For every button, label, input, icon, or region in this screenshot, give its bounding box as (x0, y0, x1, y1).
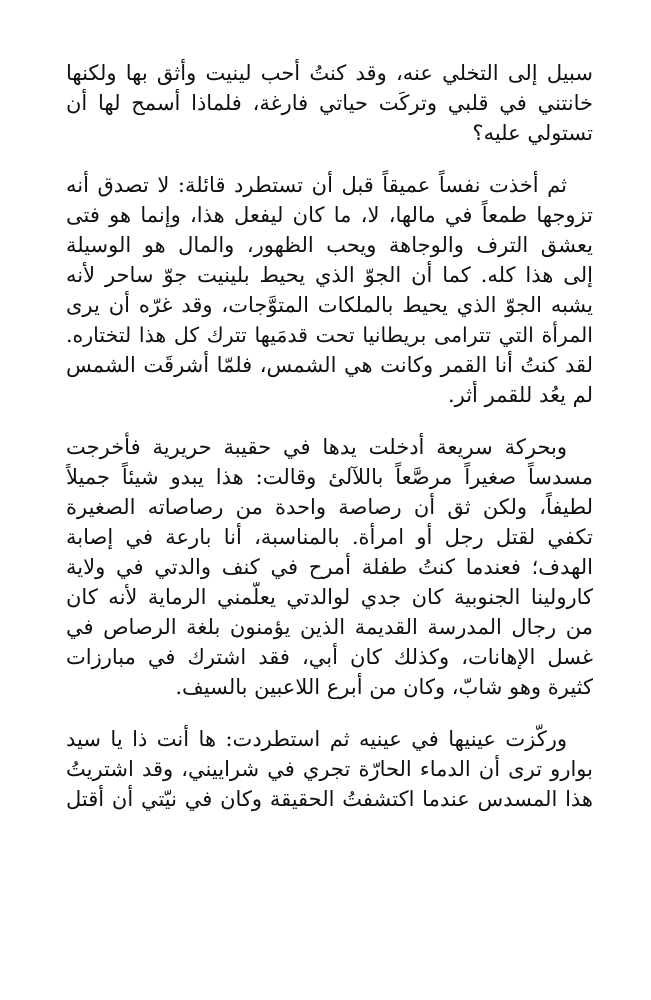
text-line: يشبه الجوّ الذي يحيط بالملكات المتوَّجات، وقد غرّه أن يرى (66, 293, 593, 317)
text-line: لقد كنتُ أنا القمر وكانت هي الشمس، فلمّا أشرقَت الشمس (66, 353, 593, 377)
paragraph-gap (66, 148, 593, 170)
text-line: لطيفاً، ولكن ثق أن رصاصة واحدة من رصاصاته الصغيرة (66, 495, 593, 519)
text-line: كارولينا الجنوبية كان جدي لوالدتي يعلّمني الرماية لأنه كان (66, 585, 593, 609)
paragraph-3 (66, 432, 593, 702)
text-line: ثم أخذت نفساً عميقاً قبل أن تستطرد قائلة: لا تصدق أنه (66, 173, 567, 197)
text-line: لم يعُد للقمر أثر. (447, 383, 593, 407)
paragraph-gap (66, 702, 593, 724)
text-line: وبحركة سريعة أدخلت يدها في حقيبة حريرية فأخرجت (66, 435, 567, 459)
text-line: سبيل إلى التخلي عنه، وقد كنتُ أحب لينيت وأثق بها ولكنها (66, 61, 593, 85)
text-line: وركّزت عينيها في عينيه ثم استطردت: ها أنت ذا يا سيد (66, 727, 567, 751)
text-line: خانتني في قلبي وتركَت حياتي فارغة، فلماذا أسمح لها أن (66, 91, 593, 115)
paragraph-2 (66, 170, 593, 410)
text-line: بوارو ترى أن الدماء الحارّة تجري في شراييني، وقد اشتريتُ (66, 757, 593, 781)
text-line: هذا المسدس عندما اكتشفتُ الحقيقة وكان في نيّتي أن أقتل (66, 787, 593, 811)
text-line: يعشق الترف والوجاهة ويحب الظهور، والمال هو الوسيلة (66, 233, 593, 257)
text-line: كثيرة وهو شابّ، وكان من أبرع اللاعبين بالسيف. (175, 675, 593, 699)
text-line: غسل الإهانات، وكذلك كان أبي، فقد اشترك في مبارزات (66, 645, 593, 669)
text-line: إلى هذا كله. كما أن الجوّ الذي يحيط بلينيت جوّ ساحر لأنه (66, 263, 593, 287)
text-line: تزوجها طمعاً في مالها، لا، ما كان ليفعل هذا، وإنما هو فتى (66, 203, 593, 227)
paragraph-1 (66, 58, 593, 148)
text-line: من رجال المدرسة القديمة الذين يؤمنون بلغة الرصاص في (66, 615, 593, 639)
text-line: مسدساً صغيراً مرصَّعاً باللآلئ وقالت: هذا يبدو شيئاً جميلاً (66, 465, 593, 489)
text-line: تستولي عليه؟ (472, 121, 593, 145)
text-line: المرأة التي تترامى بريطانيا تحت قدمَيها تترك كل هذا لتختاره. (66, 323, 593, 347)
book-page (66, 58, 593, 814)
text-line: الهدف؛ فعندما كنتُ طفلة أمرح في كنف والدتي في ولاية (66, 555, 593, 579)
paragraph-4 (66, 724, 593, 814)
paragraph-gap (66, 410, 593, 432)
text-line: تكفي لقتل رجل أو امرأة. بالمناسبة، أنا بارعة في إصابة (66, 525, 593, 549)
